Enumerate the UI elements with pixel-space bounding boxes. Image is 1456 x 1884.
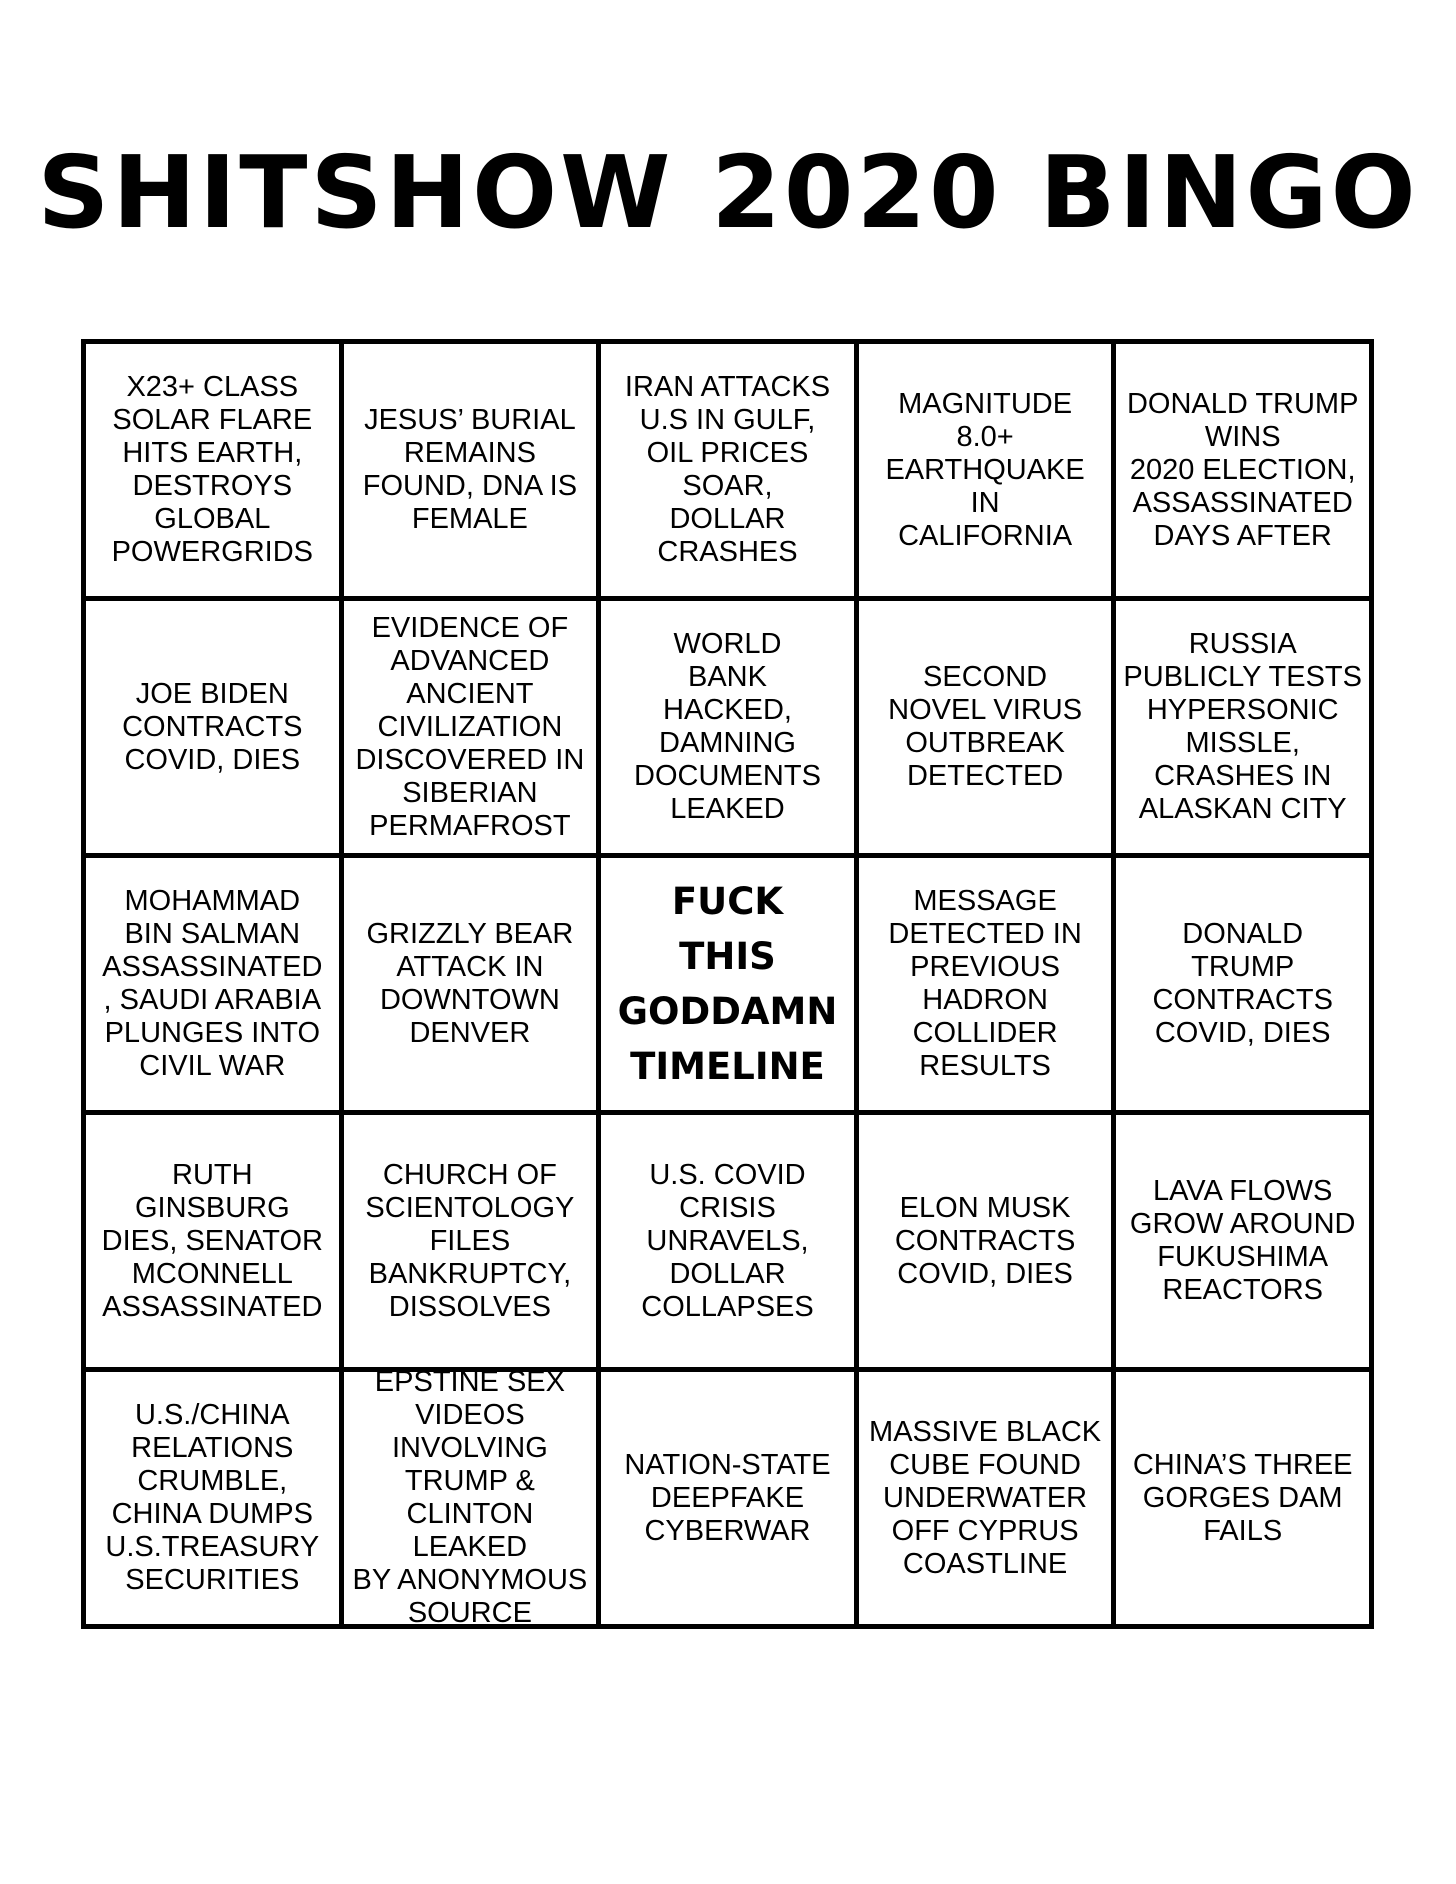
bingo-cell-text: U.S./CHINA RELATIONS CRUMBLE, CHINA DUMPS U.S.TREASURY SECURITIES (105, 1399, 320, 1596)
bingo-cell-r4-c4[interactable] (859, 1115, 1112, 1367)
bingo-cell-r1-c5[interactable] (1116, 344, 1369, 596)
bingo-cell-text: MASSIVE BLACK CUBE FOUND UNDERWATER OFF CYPRUS COASTLINE (869, 1415, 1102, 1580)
bingo-cell-r2-c5[interactable] (1116, 601, 1369, 853)
bingo-cell-text: U.S. COVID CRISIS UNRAVELS, DOLLAR COLLAPSES (641, 1158, 814, 1323)
bingo-cell-r5-c4[interactable] (859, 1372, 1112, 1624)
bingo-cell-text: MESSAGE DETECTED IN PREVIOUS HADRON COLLIDER RESULTS (888, 885, 1082, 1082)
bingo-cell-text: RUTH GINSBURG DIES, SENATOR MCONNELL ASSASSINATED (101, 1158, 323, 1323)
bingo-cell-text: CHINA’S THREE GORGES DAM FAILS (1132, 1448, 1353, 1547)
bingo-cell-r3-c2[interactable] (344, 858, 597, 1110)
bingo-cell-text: GRIZZLY BEAR ATTACK IN DOWNTOWN DENVER (366, 918, 574, 1049)
bingo-cell-text: EVIDENCE OF ADVANCED ANCIENT CIVILIZATION DISCOVERED IN SIBERIAN PERMAFROST (355, 611, 585, 842)
bingo-cell-text: MAGNITUDE 8.0+ EARTHQUAKE IN CALIFORNIA (885, 387, 1085, 552)
bingo-cell-text: CHURCH OF SCIENTOLOGY FILES BANKRUPTCY, DISSOLVES (365, 1158, 575, 1323)
bingo-cell-r5-c2[interactable] (344, 1372, 597, 1624)
bingo-free-space[interactable] (601, 858, 854, 1110)
bingo-cell-text: X23+ CLASS SOLAR FLARE HITS EARTH, DESTROYS GLOBAL POWERGRIDS (111, 371, 313, 568)
bingo-cell-r1-c2[interactable] (344, 344, 597, 596)
bingo-cell-r2-c3[interactable] (601, 601, 854, 853)
bingo-cell-r2-c4[interactable] (859, 601, 1112, 853)
bingo-cell-r4-c5[interactable] (1116, 1115, 1369, 1367)
bingo-cell-text: DONALD TRUMP CONTRACTS COVID, DIES (1152, 918, 1333, 1049)
bingo-cell-text: NATION-STATE DEEPFAKE CYBERWAR (624, 1448, 831, 1547)
bingo-cell-r2-c2[interactable] (344, 601, 597, 853)
bingo-cell-text: JESUS’ BURIAL REMAINS FOUND, DNA IS FEMALE (362, 404, 578, 535)
bingo-cell-r5-c5[interactable] (1116, 1372, 1369, 1624)
bingo-cell-text: JOE BIDEN CONTRACTS COVID, DIES (122, 677, 303, 776)
bingo-cell-text: ELON MUSK CONTRACTS COVID, DIES (894, 1191, 1076, 1290)
bingo-cell-r1-c1[interactable] (86, 344, 339, 596)
bingo-cell-r5-c3[interactable] (601, 1372, 854, 1624)
bingo-cell-text: DONALD TRUMP WINS 2020 ELECTION, ASSASSINATED DAYS AFTER (1126, 387, 1359, 552)
bingo-cell-text: LAVA FLOWS GROW AROUND FUKUSHIMA REACTORS (1129, 1175, 1356, 1306)
bingo-cell-text: EPSTINE SEX VIDEOS INVOLVING TRUMP & CLINTON LEAKED BY ANONYMOUS SOURCE (352, 1372, 588, 1624)
bingo-cell-r4-c2[interactable] (344, 1115, 597, 1367)
page-title: SHITSHOW 2020 BINGO (37, 134, 1419, 251)
bingo-cell-text: IRAN ATTACKS U.S IN GULF, OIL PRICES SOAR, DOLLAR CRASHES (624, 371, 831, 568)
free-space-text: FUCK THIS GODDAMN TIMELINE (617, 880, 838, 1088)
bingo-board (81, 339, 1374, 1629)
bingo-cell-r4-c3[interactable] (601, 1115, 854, 1367)
bingo-cell-r3-c5[interactable] (1116, 858, 1369, 1110)
bingo-cell-r3-c4[interactable] (859, 858, 1112, 1110)
bingo-cell-text: SECOND NOVEL VIRUS OUTBREAK DETECTED (888, 661, 1083, 792)
bingo-cell-r2-c1[interactable] (86, 601, 339, 853)
bingo-cell-text: RUSSIA PUBLICLY TESTS HYPERSONIC MISSLE, CRASHES IN ALASKAN CITY (1123, 628, 1362, 825)
bingo-cell-r1-c3[interactable] (601, 344, 854, 596)
bingo-cell-r5-c1[interactable] (86, 1372, 339, 1624)
bingo-cell-r4-c1[interactable] (86, 1115, 339, 1367)
bingo-cell-r1-c4[interactable] (859, 344, 1112, 596)
bingo-cell-r3-c1[interactable] (86, 858, 339, 1110)
bingo-cell-text: MOHAMMAD BIN SALMAN ASSASSINATED , SAUDI ARABIA PLUNGES INTO CIVIL WAR (102, 885, 323, 1082)
bingo-cell-text: WORLD BANK HACKED, DAMNING DOCUMENTS LEAKED (634, 628, 821, 825)
